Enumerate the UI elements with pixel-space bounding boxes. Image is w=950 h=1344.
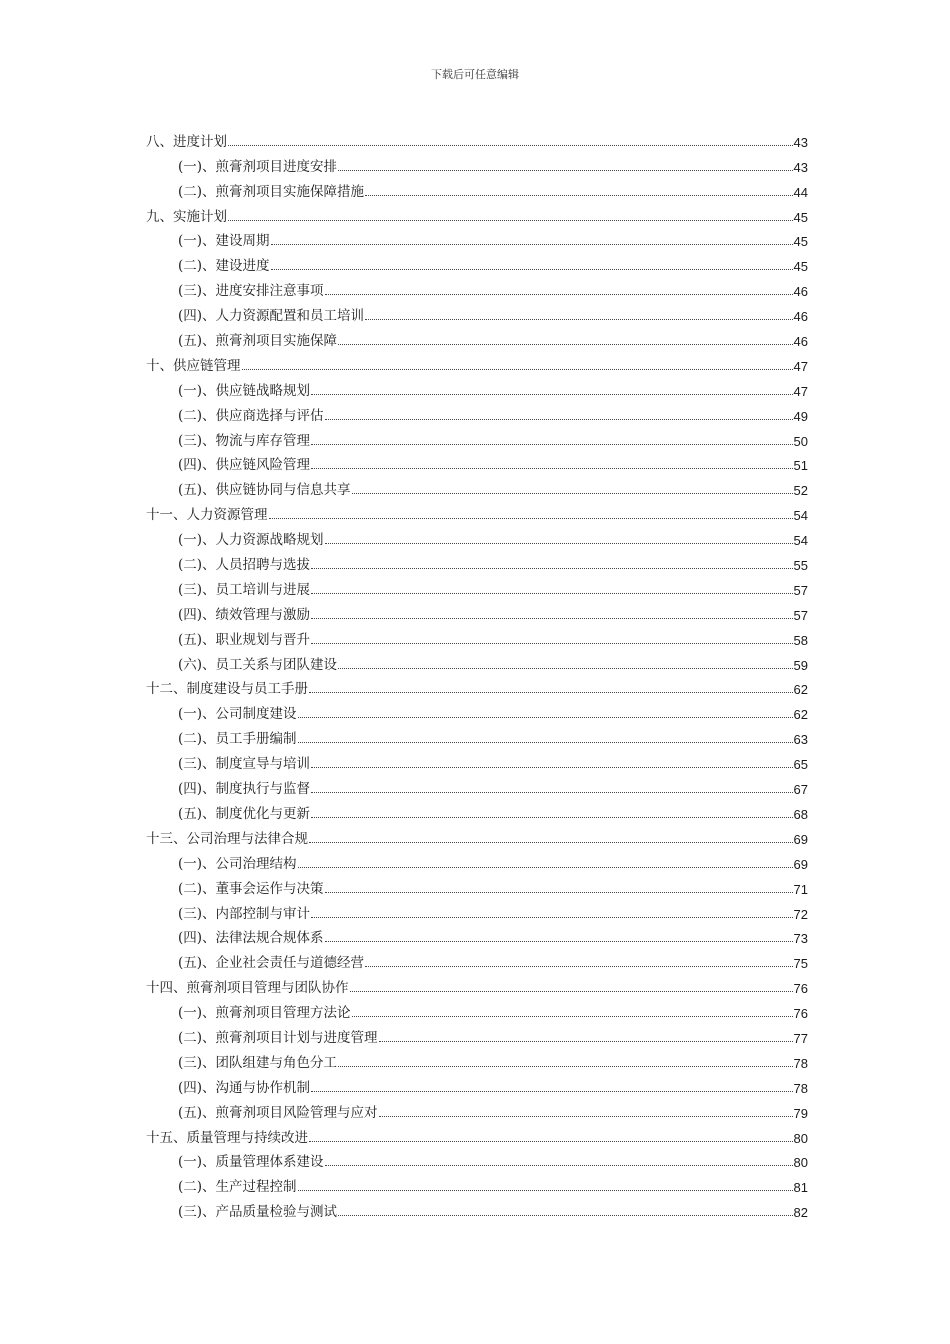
toc-section-entry[interactable] <box>146 573 808 598</box>
toc-section-entry[interactable] <box>146 872 808 897</box>
toc-section-entry[interactable] <box>146 648 808 673</box>
toc-section-entry[interactable] <box>146 1096 808 1121</box>
toc-section-entry[interactable] <box>146 722 808 747</box>
toc-page-number: 69 <box>793 856 808 872</box>
toc-entry-title: 十二、制度建设与员工手册 <box>146 681 308 698</box>
toc-entry-title: (一)、供应链战略规划 <box>178 382 311 399</box>
toc-dot-leader <box>298 716 793 718</box>
toc-section-entry[interactable] <box>146 175 808 200</box>
toc-dot-leader <box>269 517 793 519</box>
toc-page-number: 76 <box>793 1006 808 1022</box>
toc-entry-title: (三)、员工培训与进展 <box>178 581 311 598</box>
toc-dot-leader <box>242 368 793 370</box>
toc-page-number: 50 <box>793 433 808 449</box>
toc-section-entry[interactable] <box>146 996 808 1021</box>
toc-entry-title: 十四、煎膏剂项目管理与团队协作 <box>146 980 349 997</box>
toc-dot-leader <box>311 916 792 918</box>
toc-page-number: 46 <box>793 284 808 300</box>
toc-section-entry[interactable] <box>146 249 808 274</box>
toc-dot-leader <box>311 443 792 445</box>
toc-entry-title: (四)、供应链风险管理 <box>178 457 311 474</box>
toc-dot-leader <box>311 592 792 594</box>
toc-chapter-entry[interactable] <box>146 125 808 150</box>
toc-entry-title: (三)、产品质量检验与测试 <box>178 1204 338 1221</box>
toc-dot-leader <box>365 318 792 320</box>
toc-dot-leader <box>365 194 792 196</box>
toc-dot-leader <box>311 816 792 818</box>
toc-entry-title: (三)、团队组建与角色分工 <box>178 1054 338 1071</box>
toc-entry-title: 十五、质量管理与持续改进 <box>146 1129 308 1146</box>
toc-entry-title: (五)、职业规划与晋升 <box>178 631 311 648</box>
toc-section-entry[interactable] <box>146 946 808 971</box>
toc-entry-title: (一)、公司治理结构 <box>178 855 297 872</box>
toc-page-number: 80 <box>793 1155 808 1171</box>
toc-entry-title: (二)、生产过程控制 <box>178 1179 297 1196</box>
toc-entry-title: (五)、制度优化与更新 <box>178 805 311 822</box>
toc-section-entry[interactable] <box>146 1170 808 1195</box>
toc-section-entry[interactable] <box>146 1046 808 1071</box>
toc-section-entry[interactable] <box>146 1195 808 1220</box>
toc-entry-title: (一)、煎膏剂项目管理方法论 <box>178 1005 351 1022</box>
page-header: 下载后可任意编辑 <box>431 68 519 81</box>
toc-section-entry[interactable] <box>146 274 808 299</box>
toc-page-number: 51 <box>793 458 808 474</box>
toc-entry-title: (四)、绩效管理与激励 <box>178 606 311 623</box>
toc-dot-leader <box>365 965 792 967</box>
toc-page-number: 59 <box>793 657 808 673</box>
toc-dot-leader <box>311 617 792 619</box>
toc-page-number: 46 <box>793 309 808 325</box>
toc-entry-title: (四)、制度执行与监督 <box>178 781 311 798</box>
toc-section-entry[interactable] <box>146 922 808 947</box>
toc-dot-leader <box>311 567 792 569</box>
toc-dot-leader <box>311 791 792 793</box>
toc-section-entry[interactable] <box>146 747 808 772</box>
toc-page-number: 78 <box>793 1055 808 1071</box>
toc-section-entry[interactable] <box>146 548 808 573</box>
toc-chapter-entry[interactable] <box>146 822 808 847</box>
toc-entry-title: (五)、企业社会责任与道德经营 <box>178 955 365 972</box>
toc-entry-title: (一)、质量管理体系建设 <box>178 1154 324 1171</box>
toc-dot-leader <box>338 667 792 669</box>
toc-dot-leader <box>298 741 793 743</box>
toc-dot-leader <box>298 866 793 868</box>
toc-section-entry[interactable] <box>146 399 808 424</box>
toc-entry-title: (二)、煎膏剂项目实施保障措施 <box>178 183 365 200</box>
toc-section-entry[interactable] <box>146 150 808 175</box>
toc-dot-leader <box>271 268 793 270</box>
toc-chapter-entry[interactable] <box>146 971 808 996</box>
toc-section-entry[interactable] <box>146 847 808 872</box>
toc-entry-title: (四)、人力资源配置和员工培训 <box>178 308 365 325</box>
toc-page-number: 58 <box>793 632 808 648</box>
toc-dot-leader <box>338 1214 792 1216</box>
toc-page-number: 46 <box>793 334 808 350</box>
toc-entry-title: (六)、员工关系与团队建设 <box>178 656 338 673</box>
toc-entry-title: (二)、董事会运作与决策 <box>178 880 324 897</box>
toc-chapter-entry[interactable] <box>146 349 808 374</box>
toc-entry-title: (二)、建设进度 <box>178 258 270 275</box>
toc-page-number: 72 <box>793 906 808 922</box>
toc-section-entry[interactable] <box>146 697 808 722</box>
toc-dot-leader <box>325 940 793 942</box>
toc-section-entry[interactable] <box>146 324 808 349</box>
toc-section-entry[interactable] <box>146 1071 808 1096</box>
toc-dot-leader <box>309 1140 793 1142</box>
toc-entry-title: 十一、人力资源管理 <box>146 507 268 524</box>
toc-dot-leader <box>311 1090 792 1092</box>
toc-page-number: 78 <box>793 1080 808 1096</box>
toc-dot-leader <box>352 492 793 494</box>
toc-page-number: 44 <box>793 184 808 200</box>
toc-entry-title: (二)、供应商选择与评估 <box>178 407 324 424</box>
toc-page-number: 71 <box>793 881 808 897</box>
toc-entry-title: (二)、人员招聘与选拔 <box>178 557 311 574</box>
toc-page-number: 65 <box>793 757 808 773</box>
toc-section-entry[interactable] <box>146 623 808 648</box>
toc-chapter-entry[interactable] <box>146 498 808 523</box>
toc-entry-title: 八、进度计划 <box>146 133 227 150</box>
toc-page-number: 75 <box>793 956 808 972</box>
toc-dot-leader <box>325 1164 793 1166</box>
toc-chapter-entry[interactable] <box>146 1121 808 1146</box>
toc-page-number: 43 <box>793 134 808 150</box>
toc-page-number: 73 <box>793 931 808 947</box>
toc-entry-title: (五)、供应链协同与信息共享 <box>178 482 351 499</box>
toc-page-number: 52 <box>793 483 808 499</box>
toc-entry-title: (一)、煎膏剂项目进度安排 <box>178 158 338 175</box>
toc-entry-title: (三)、制度宣导与培训 <box>178 756 311 773</box>
toc-section-entry[interactable] <box>146 797 808 822</box>
toc-entry-title: (二)、煎膏剂项目计划与进度管理 <box>178 1029 378 1046</box>
toc-dot-leader <box>228 219 793 221</box>
toc-dot-leader <box>338 169 792 171</box>
toc-entry-title: (一)、人力资源战略规划 <box>178 532 324 549</box>
toc-page-number: 69 <box>793 831 808 847</box>
toc-section-entry[interactable] <box>146 897 808 922</box>
toc-page-number: 68 <box>793 806 808 822</box>
toc-chapter-entry[interactable] <box>146 673 808 698</box>
toc-dot-leader <box>325 891 793 893</box>
toc-page-number: 63 <box>793 732 808 748</box>
toc-entry-title: (五)、煎膏剂项目风险管理与应对 <box>178 1104 378 1121</box>
toc-dot-leader <box>228 144 793 146</box>
toc-dot-leader <box>338 343 792 345</box>
toc-section-entry[interactable] <box>146 374 808 399</box>
toc-entry-title: (三)、进度安排注意事项 <box>178 283 324 300</box>
toc-section-entry[interactable] <box>146 299 808 324</box>
toc-dot-leader <box>298 1189 793 1191</box>
toc-entry-title: (三)、物流与库存管理 <box>178 432 311 449</box>
toc-dot-leader <box>325 542 793 544</box>
toc-dot-leader <box>379 1040 793 1042</box>
toc-page-number: 45 <box>793 209 808 225</box>
toc-page-number: 45 <box>793 259 808 275</box>
toc-section-entry[interactable] <box>146 473 808 498</box>
toc-page-number: 62 <box>793 682 808 698</box>
toc-entry-title: 十、供应链管理 <box>146 357 241 374</box>
toc-dot-leader <box>325 293 793 295</box>
table-of-contents <box>146 125 808 1220</box>
toc-entry-title: (四)、法律法规合规体系 <box>178 930 324 947</box>
toc-entry-title: (四)、沟通与协作机制 <box>178 1079 311 1096</box>
toc-page-number: 45 <box>793 234 808 250</box>
toc-page-number: 54 <box>793 508 808 524</box>
toc-dot-leader <box>379 1115 793 1117</box>
toc-entry-title: (一)、建设周期 <box>178 233 270 250</box>
toc-dot-leader <box>325 418 793 420</box>
toc-entry-title: 九、实施计划 <box>146 208 227 225</box>
toc-section-entry[interactable] <box>146 772 808 797</box>
toc-page-number: 77 <box>793 1030 808 1046</box>
toc-page-number: 62 <box>793 707 808 723</box>
toc-dot-leader <box>311 467 792 469</box>
toc-page-number: 49 <box>793 408 808 424</box>
toc-entry-title: 十三、公司治理与法律合规 <box>146 830 308 847</box>
toc-page-number: 57 <box>793 607 808 623</box>
toc-dot-leader <box>311 766 792 768</box>
toc-page-number: 55 <box>793 558 808 574</box>
toc-entry-title: (三)、内部控制与审计 <box>178 905 311 922</box>
toc-dot-leader <box>311 393 792 395</box>
toc-page-number: 47 <box>793 383 808 399</box>
toc-section-entry[interactable] <box>146 424 808 449</box>
toc-page-number: 80 <box>793 1130 808 1146</box>
toc-entry-title: (五)、煎膏剂项目实施保障 <box>178 333 338 350</box>
toc-section-entry[interactable] <box>146 1146 808 1171</box>
toc-dot-leader <box>309 841 793 843</box>
toc-section-entry[interactable] <box>146 523 808 548</box>
toc-dot-leader <box>350 990 793 992</box>
toc-section-entry[interactable] <box>146 449 808 474</box>
toc-chapter-entry[interactable] <box>146 200 808 225</box>
toc-dot-leader <box>271 243 793 245</box>
toc-entry-title: (二)、员工手册编制 <box>178 731 297 748</box>
toc-page-number: 81 <box>793 1180 808 1196</box>
toc-section-entry[interactable] <box>146 225 808 250</box>
toc-dot-leader <box>338 1065 792 1067</box>
toc-page-number: 76 <box>793 981 808 997</box>
toc-page-number: 47 <box>793 358 808 374</box>
toc-section-entry[interactable] <box>146 598 808 623</box>
toc-section-entry[interactable] <box>146 1021 808 1046</box>
toc-dot-leader <box>309 691 793 693</box>
toc-page-number: 57 <box>793 582 808 598</box>
toc-page-number: 43 <box>793 159 808 175</box>
toc-dot-leader <box>311 642 792 644</box>
toc-page-number: 79 <box>793 1105 808 1121</box>
toc-page-number: 82 <box>793 1205 808 1221</box>
toc-entry-title: (一)、公司制度建设 <box>178 706 297 723</box>
toc-dot-leader <box>352 1015 793 1017</box>
toc-page-number: 54 <box>793 533 808 549</box>
toc-page-number: 67 <box>793 782 808 798</box>
